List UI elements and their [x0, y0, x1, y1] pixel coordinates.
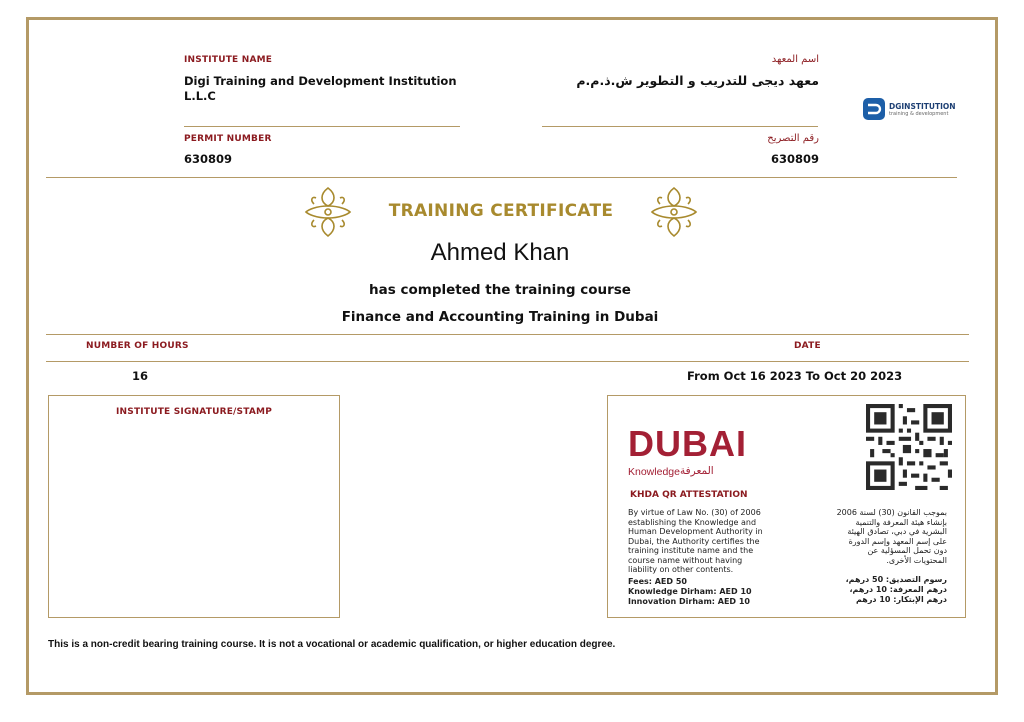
- dg-institution-logo: [862, 97, 962, 123]
- law-ar-line: دون تحمل المسؤلية عن: [867, 546, 947, 555]
- law-en-line: establishing the Knowledge and: [628, 517, 757, 527]
- certificate-title: TRAINING CERTIFICATE: [388, 201, 614, 221]
- khda-law-en: [628, 508, 803, 575]
- institute-name-ar: معهد ديجى للتدريب و التطوير ش.ذ.م.م: [576, 73, 819, 88]
- khda-title: KHDA QR ATTESTATION: [630, 490, 748, 500]
- khda-law-ar: [797, 508, 947, 565]
- fee-en-line: Fees: AED 50: [628, 577, 687, 586]
- law-en-line: Dubai, the Authority certifies the: [628, 536, 760, 546]
- footer-disclaimer: This is a non-credit bearing training course. It is not a vocational or academic qualification, or higher education degree.: [48, 639, 616, 650]
- hours-label: NUMBER OF HOURS: [86, 341, 189, 351]
- knowledge-logo-en: Knowledge: [628, 466, 680, 478]
- dg-logo-text: DGINSTITUTION: [889, 102, 956, 111]
- law-ar-line: بموجب القانون (30) لسنة 2006: [836, 508, 947, 517]
- law-en-line: training institute name and the: [628, 546, 754, 555]
- institute-name-underline: [184, 126, 460, 127]
- signature-stamp-box: [48, 395, 340, 618]
- institute-name-ar-underline: [542, 126, 818, 127]
- fee-ar-line: رسوم التصديق: 50 درهم،: [845, 575, 947, 584]
- permit-number-ar: 630809: [770, 152, 819, 166]
- dg-logo-icon: [862, 97, 886, 121]
- permit-number-label: PERMIT NUMBER: [184, 134, 272, 144]
- details-bottom-divider: [46, 361, 969, 362]
- fee-en-line: Knowledge Dirham: AED 10: [628, 587, 752, 596]
- khda-attestation-box: [607, 395, 966, 618]
- institute-name-line2: L.L.C: [184, 89, 216, 103]
- details-top-divider: [46, 334, 969, 335]
- date-label: DATE: [794, 341, 821, 351]
- law-en-line: course name without having: [628, 555, 743, 565]
- knowledge-logo-ar: المعرفة: [680, 465, 714, 477]
- law-ar-line: البشرية في دبي، تصادق الهيئة: [847, 527, 947, 536]
- law-en-line: By virtue of Law No. (30) of 2006: [628, 508, 761, 517]
- permit-number: 630809: [184, 152, 233, 166]
- law-ar-line: المحتويات الأخرى.: [886, 555, 947, 565]
- hours-value: 16: [132, 369, 149, 383]
- completed-text: has completed the training course: [369, 282, 631, 298]
- law-ar-line: بإنشاء هيئة المعرفة والتنمية: [855, 517, 947, 527]
- fee-ar-line: درهم الإبتكار: 10 درهم: [856, 595, 947, 604]
- dg-logo-tagline: training & development: [889, 111, 949, 117]
- law-en-line: Human Development Authority in: [628, 527, 763, 536]
- date-range: From Oct 16 2023 To Oct 20 2023: [687, 369, 903, 383]
- signature-label: INSTITUTE SIGNATURE/STAMP: [116, 407, 272, 417]
- course-name: Finance and Accounting Training in Dubai: [341, 309, 659, 325]
- khda-fees-ar: [846, 575, 947, 605]
- left-ornament-icon: [302, 184, 354, 240]
- dubai-logo-text: DUBAI: [628, 423, 747, 464]
- khda-fees-en: [628, 577, 752, 607]
- qr-code-icon: [866, 404, 952, 490]
- header-divider: [46, 177, 957, 178]
- institute-name-label-ar: اسم المعهد: [771, 54, 819, 65]
- law-ar-line: على إسم المعهد وإسم الدورة: [848, 536, 947, 546]
- institute-name-label: INSTITUTE NAME: [184, 55, 273, 65]
- institute-name-line1: Digi Training and Development Institution: [184, 74, 457, 88]
- law-en-line: liability on other contents.: [628, 565, 734, 574]
- fee-ar-line: درهم المعرفة: 10 درهم،: [849, 585, 947, 594]
- recipient-name: Ahmed Khan: [430, 239, 570, 266]
- permit-number-label-ar: رقم التصريح: [767, 133, 819, 144]
- fee-en-line: Innovation Dirham: AED 10: [628, 597, 750, 606]
- right-ornament-icon: [648, 184, 700, 240]
